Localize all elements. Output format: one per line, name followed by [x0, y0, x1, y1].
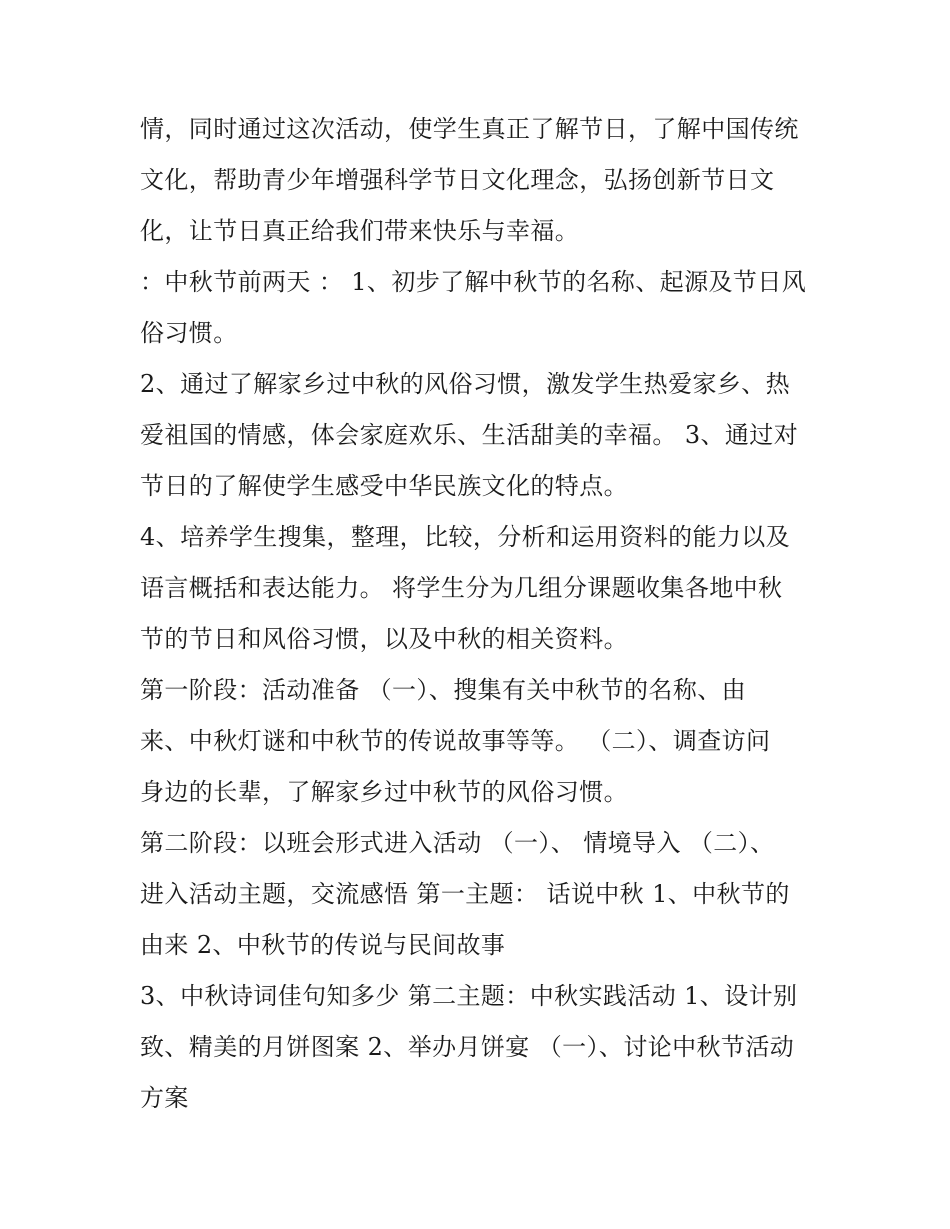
text-line: 爱祖国的情感，体会家庭欢乐、生活甜美的幸福。 3、通过对 — [140, 421, 799, 449]
text-line: 2、通过了解家乡过中秋的风俗习惯，激发学生热爱家乡、热 — [140, 370, 791, 398]
text-line: 俗习惯。 — [140, 319, 238, 347]
text-line: 节的节日和风俗习惯，以及中秋的相关资料。 — [140, 625, 628, 653]
text-line: 进入活动主题，交流感悟 第一主题： 话说中秋 1、中秋节的 — [140, 880, 790, 908]
text-line: 3、中秋诗词佳句知多少 第二主题：中秋实践活动 1、设计别 — [140, 982, 798, 1010]
text-line: 节日的了解使学生感受中华民族文化的特点。 — [140, 472, 628, 500]
text-line: 来、中秋灯谜和中秋节的传说故事等等。 （二）、调查访问 — [140, 727, 771, 755]
text-line: 致、精美的月饼图案 2、举办月饼宴 （一）、讨论中秋节活动 — [140, 1033, 795, 1061]
text-line: 化，让节日真正给我们带来快乐与幸福。 — [140, 217, 580, 245]
text-line: 由来 2、中秋节的传说与民间故事 — [140, 931, 506, 959]
text-line: 文化，帮助青少年增强科学节日文化理念，弘扬创新节日文 — [140, 166, 775, 194]
text-line: 第一阶段：活动准备 （一）、搜集有关中秋节的名称、由 — [140, 676, 747, 704]
text-line: 语言概括和表达能力。 将学生分为几组分课题收集各地中秋 — [140, 574, 783, 602]
text-line: 4、培养学生搜集，整理，比较，分析和运用资料的能力以及 — [140, 523, 791, 551]
text-line: 身边的长辈，了解家乡过中秋节的风俗习惯。 — [140, 778, 628, 806]
text-line: 情，同时通过这次活动，使学生真正了解节日，了解中国传统 — [140, 115, 799, 143]
text-line: 第二阶段：以班会形式进入活动 （一）、 情境导入 （二）、 — [140, 829, 775, 857]
text-line: ：中秋节前两天 ： 1、初步了解中秋节的名称、起源及节日风 — [140, 268, 807, 296]
text-line: 方案 — [140, 1084, 189, 1112]
